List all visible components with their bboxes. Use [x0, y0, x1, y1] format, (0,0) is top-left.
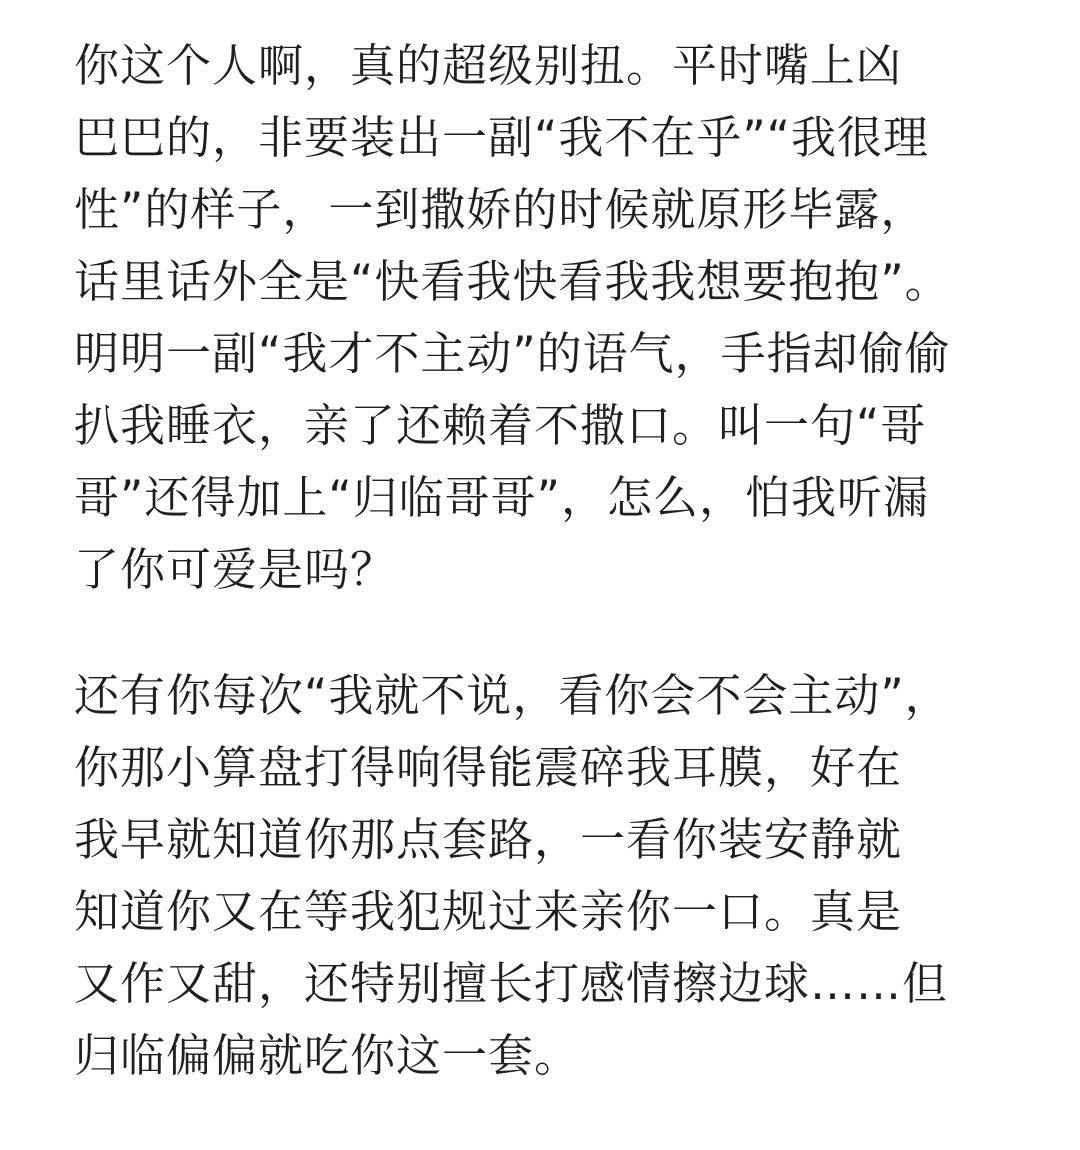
text-line: 你那小算盘打得响得能震碎我耳膜，好在: [74, 741, 903, 794]
text-line: 又作又甜，还特别擅长打感情擦边球……但: [74, 957, 949, 1010]
paragraph-spacer: [74, 606, 1014, 660]
paragraph: [74, 660, 1014, 1092]
text-line: 明明一副“我才不主动”的语气，手指却偷偷: [74, 327, 951, 380]
text-line: 扒我睡衣，亲了还赖着不撒口。叫一句“哥: [74, 399, 927, 452]
article-body: [74, 30, 1014, 1092]
paragraph: [74, 30, 1014, 606]
text-line: 哥”还得加上“归临哥哥”，怎么，怕我听漏: [74, 471, 929, 524]
text-line: 还有你每次“我就不说，看你会不会主动”，: [74, 669, 951, 722]
text-line: 你这个人啊，真的超级别扭。平时嘴上凶: [74, 39, 903, 92]
text-line: 归临偏偏就吃你这一套。: [74, 1029, 581, 1082]
text-line: 巴巴的，非要装出一副“我不在乎”“我很理: [74, 111, 929, 164]
text-line: 知道你又在等我犯规过来亲你一口。真是: [74, 885, 903, 938]
text-line: 话里话外全是“快看我快看我我想要抱抱”。: [74, 255, 951, 308]
text-line: 我早就知道你那点套路，一看你装安静就: [74, 813, 903, 866]
text-line: 了你可爱是吗？: [74, 543, 397, 596]
text-line: 性”的样子，一到撒娇的时候就原形毕露，: [74, 183, 927, 236]
